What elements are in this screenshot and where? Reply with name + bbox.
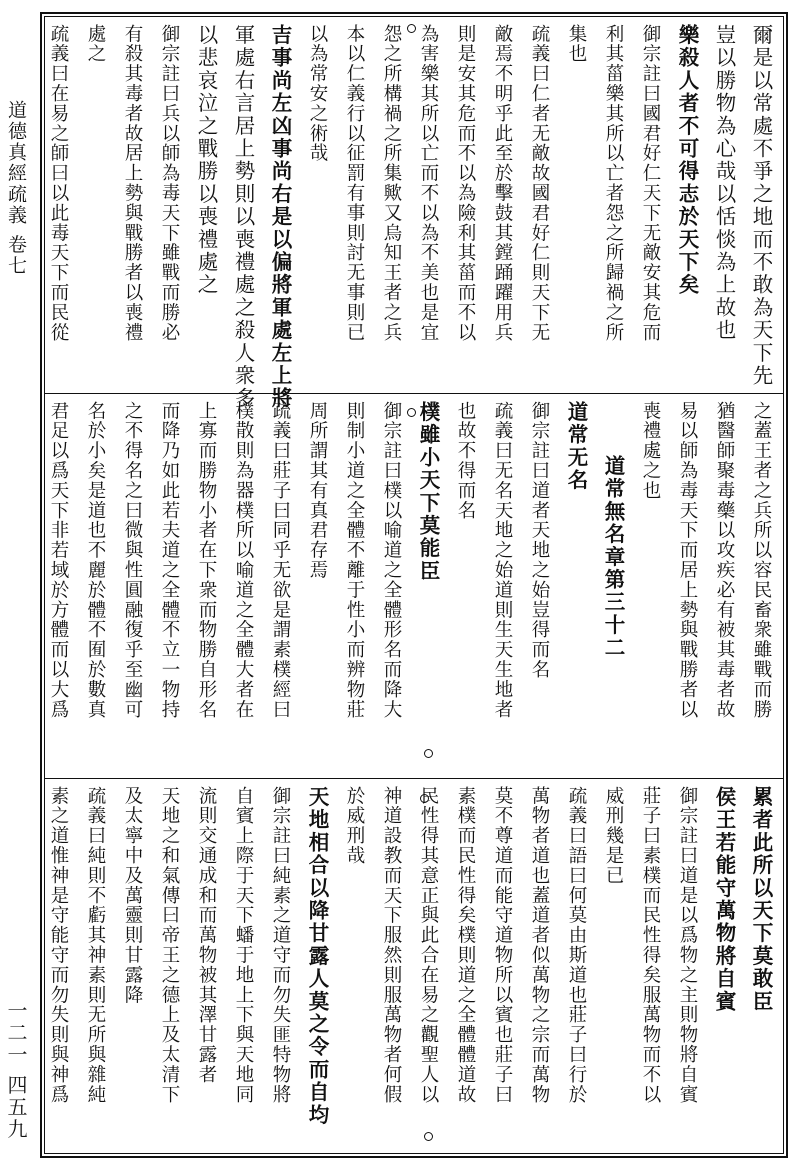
text-column: 處之 <box>85 24 106 64</box>
circle-mark <box>420 794 429 803</box>
text-column: 素之道惟神是守能守而勿失則與神爲 <box>48 786 69 1105</box>
text-column: 疏義曰无名天地之始道則生天生地者 <box>492 401 513 720</box>
text-column: 則是安其危而不以為險利其菑而不以 <box>455 24 476 343</box>
text-column: 疏義曰莊子曰同乎无欲是謂素樸經曰 <box>270 401 291 720</box>
text-column: 御宗註曰純素之道守而勿失匪特物將 <box>270 786 291 1105</box>
text-column: 侯王若能守萬物將自賓 <box>712 786 736 1013</box>
circle-mark <box>424 1132 433 1141</box>
circle-mark <box>424 749 433 758</box>
register-middle <box>44 395 784 777</box>
text-column: 有殺其毒者故居上勢與戰勝者以喪禮 <box>122 24 143 343</box>
text-column: 怨之所構禍之所集歟又烏知王者之兵 <box>381 24 402 343</box>
text-column: 易以師為毒天下而居上勢與戰勝者以 <box>677 401 698 720</box>
text-column: 之蓋王者之兵所以容民畜衆雖戰而勝 <box>751 401 772 720</box>
text-column: 之不得名之曰微與性圓融復乎至幽可 <box>122 401 143 720</box>
text-column: 道常无名 <box>564 401 588 492</box>
text-column: 御宗註曰樸以喻道之全體形名而降大 <box>381 401 402 720</box>
text-column: 樸散則為器樸所以喻道之全體大者在 <box>233 401 254 720</box>
text-column: 及太寧中及萬靈則甘露降 <box>122 786 143 1005</box>
text-column: 素樸而民性得矣樸則道之全體體道故 <box>455 786 476 1105</box>
text-column: 利其菑樂其所以亡者怨之所歸禍之所 <box>603 24 624 343</box>
register-divider-1 <box>44 393 784 394</box>
text-column: 疏義曰語曰何莫由斯道也莊子曰行於 <box>566 786 587 1105</box>
text-column: 吉事尚左凶事尚右是以偏將軍處左上將 <box>268 24 292 410</box>
text-column: 也故不得而名 <box>455 401 476 521</box>
text-column: 豈以勝物為心哉以恬惔為上故也 <box>712 24 736 342</box>
register-top <box>44 18 784 410</box>
text-column: 敵焉不明乎此至於擊鼓其鏜踊躍用兵 <box>492 24 513 343</box>
text-column: 御宗註曰道是以爲物之主則物將自賓 <box>677 786 698 1105</box>
text-column: 樸雖小天下莫能臣 <box>416 401 440 583</box>
text-column: 以為常安之術哉 <box>307 24 328 164</box>
circle-mark <box>407 24 416 33</box>
text-column: 為害樂其所以亡而不以為不美也是宜 <box>418 24 439 343</box>
text-column: 自賓上際于天下蟠于地上下與天地同 <box>233 786 254 1105</box>
text-column: 威刑幾是已 <box>603 786 624 886</box>
text-column: 名於小矣是道也不麗於體不囿於數真 <box>85 401 106 720</box>
book-title-margin: 道德真經疏義 卷七 <box>5 100 27 277</box>
text-column: 猶醫師聚毒藥以攻疾必有被其毒者故 <box>714 401 735 720</box>
text-column: 則制小道之全體不離于性小而辨物莊 <box>344 401 365 720</box>
text-column: 疏義曰在易之師曰以此毒天下而民從 <box>48 24 69 343</box>
text-column: 御宗註曰兵以師為毒天下雖戰而勝必 <box>159 24 180 343</box>
text-column: 軍處右言居上勢則以喪禮處之殺人衆多 <box>231 24 255 410</box>
text-column: 天地之和氣傳曰帝王之德上及太清下 <box>159 786 180 1105</box>
text-column: 累者此所以天下莫敢臣 <box>749 786 773 1013</box>
circle-mark <box>407 408 416 417</box>
text-column: 流則交通成和而萬物被其澤甘露者 <box>196 786 217 1085</box>
text-column: 而降乃如此若夫道之全體不立一物持 <box>159 401 180 720</box>
text-column: 樂殺人者不可得志於天下矣 <box>675 24 699 297</box>
text-column: 君足以爲天下非若域於方體而以大爲 <box>48 401 69 720</box>
text-column: 疏義曰純則不虧其神素則无所與雜純 <box>85 786 106 1105</box>
register-divider-2 <box>44 778 784 779</box>
text-column: 天地相合以降甘露人莫之令而自均 <box>305 786 329 1127</box>
page-number-margin: 一二一 四五九 <box>4 1000 28 1141</box>
text-column: 御宗註曰道者天地之始豈得而名 <box>529 401 550 680</box>
register-bottom <box>44 780 784 1156</box>
text-column: 本以仁義行以征罰有事則討无事則已 <box>344 24 365 343</box>
text-column: 莫不尊道而能守道物所以賓也莊子曰 <box>492 786 513 1105</box>
text-column: 以悲哀泣之戰勝以喪禮處之 <box>194 24 218 297</box>
text-column: 莊子曰素樸而民性得矣服萬物而不以 <box>640 786 661 1105</box>
text-column: 爾是以常處不爭之地而不敢為天下先 <box>749 24 773 388</box>
text-column: 神道設教而天下服然則服萬物者何假 <box>381 786 402 1105</box>
text-column: 周所謂其有真君存焉 <box>307 401 328 581</box>
chapter-title: 道常無名章第三十二 <box>601 455 625 660</box>
text-column: 萬物者道也蓋道者似萬物之宗而萬物 <box>529 786 550 1105</box>
text-column: 疏義曰仁者无敵故國君好仁則天下无 <box>529 24 550 343</box>
text-column: 御宗註曰國君好仁天下无敵安其危而 <box>640 24 661 343</box>
text-column: 民性得其意正與此合在易之觀聖人以 <box>418 786 439 1105</box>
text-column: 於威刑哉 <box>344 786 365 866</box>
text-column: 喪禮處之也 <box>640 401 661 501</box>
text-column: 上寡而勝物小者在下衆而物勝自形名 <box>196 401 217 720</box>
text-column: 集也 <box>566 24 587 64</box>
